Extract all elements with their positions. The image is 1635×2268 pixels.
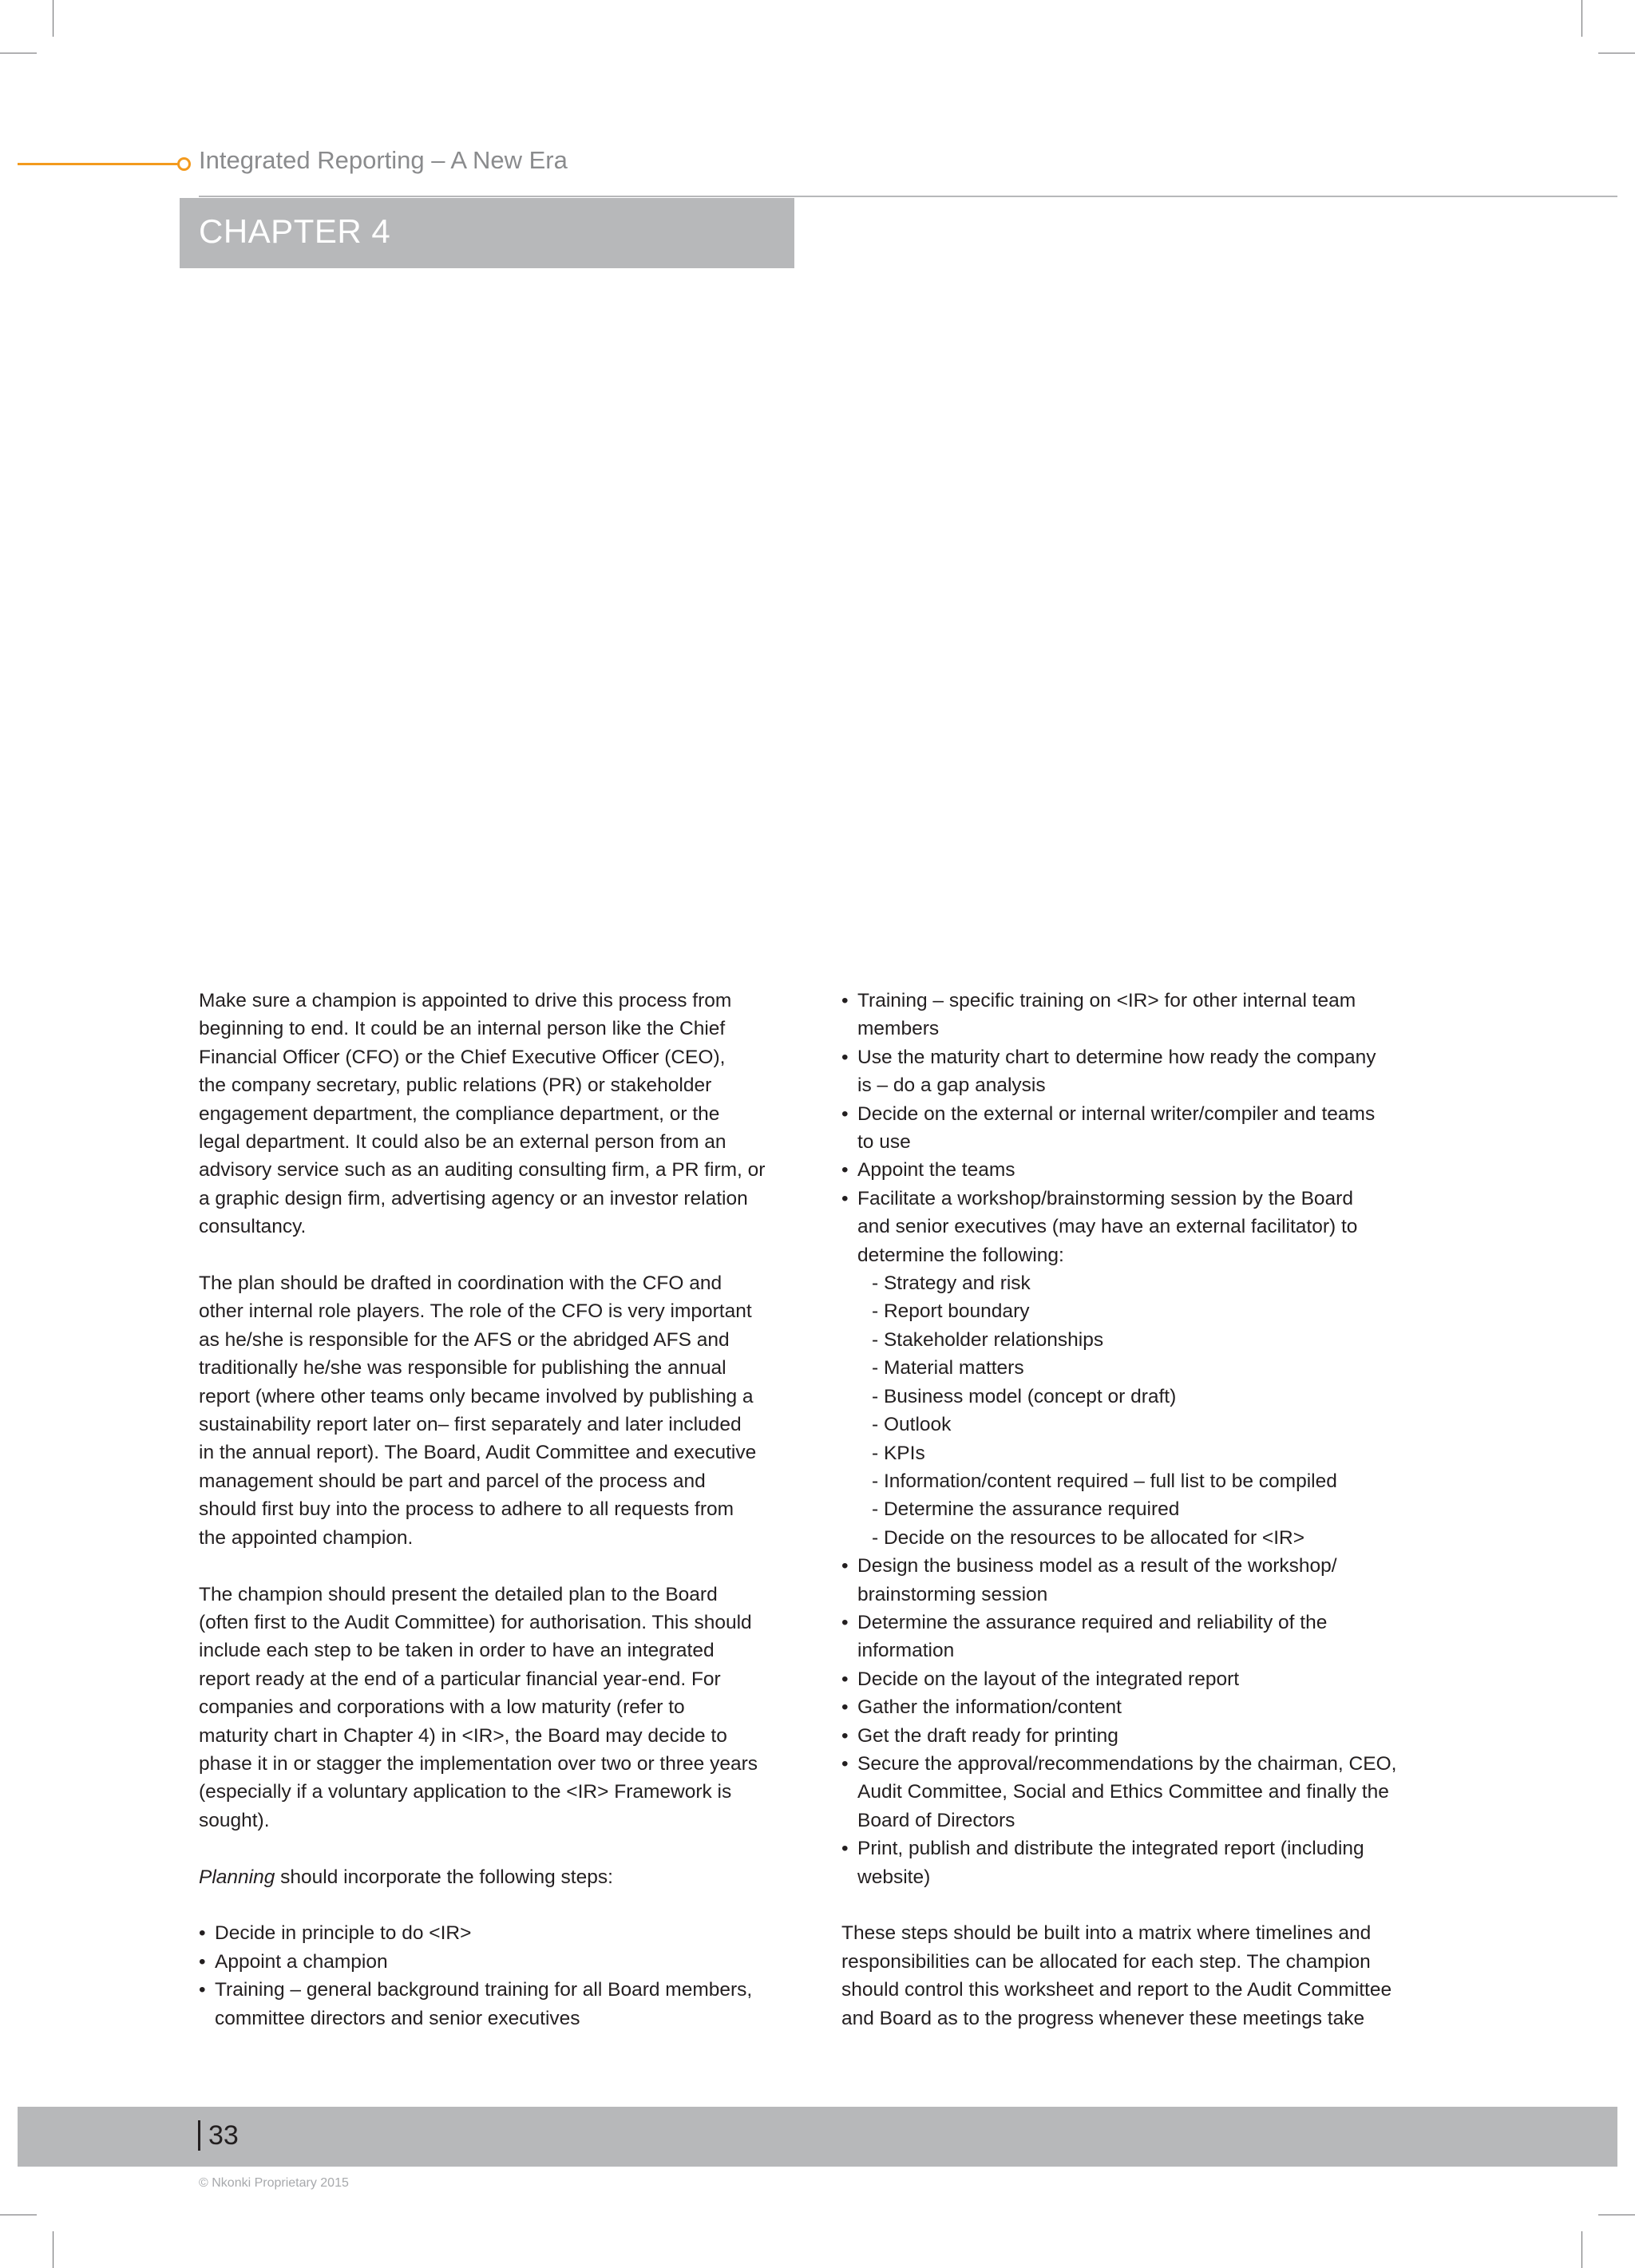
list-item-text: to use bbox=[857, 1131, 911, 1154]
sub-list-item: - Stakeholder relationships bbox=[872, 1328, 1104, 1351]
text-line: should first buy into the process to adhere to all requests from bbox=[199, 1498, 734, 1521]
list-item-text: Audit Committee, Social and Ethics Committee and finally the bbox=[857, 1781, 1389, 1803]
chapter-label: CHAPTER 4 bbox=[199, 212, 391, 250]
list-item bbox=[841, 1552, 1448, 1609]
list-item bbox=[841, 1185, 1448, 1269]
list-item-text: Decide on the layout of the integrated report bbox=[857, 1668, 1240, 1690]
list-item bbox=[841, 1609, 1448, 1665]
list-item-text: is – do a gap analysis bbox=[857, 1075, 1046, 1097]
list-item-text: and senior executives (may have an external facilitator) to bbox=[857, 1216, 1358, 1238]
bullet-icon: • bbox=[841, 1187, 849, 1209]
list-item-text: Decide in principle to do <IR> bbox=[215, 1922, 472, 1945]
bullet-icon: • bbox=[841, 1668, 849, 1690]
list-item-text: members bbox=[857, 1018, 940, 1040]
left-column bbox=[199, 987, 806, 2032]
list-item bbox=[199, 1976, 806, 2032]
bullet-icon: • bbox=[841, 1724, 849, 1747]
text-line: maturity chart in Chapter 4) in <IR>, the Board may decide to bbox=[199, 1724, 727, 1747]
paragraph bbox=[199, 1863, 806, 1891]
text-line: (especially if a voluntary application to the <IR> Framework is bbox=[199, 1781, 732, 1803]
text-line: phase it in or stagger the implementation over two or three years bbox=[199, 1752, 758, 1775]
text-line: management should be part and parcel of the process and bbox=[199, 1470, 706, 1492]
sub-list-item: - Material matters bbox=[872, 1357, 1024, 1379]
text-line: other internal role players. The role of the CFO is very important bbox=[199, 1300, 752, 1323]
text-line: legal department. It could also be an external person from an bbox=[199, 1131, 726, 1154]
sub-list-item: - KPIs bbox=[872, 1442, 925, 1464]
text-line: include each step to be taken in order to have an integrated bbox=[199, 1640, 715, 1662]
right-column bbox=[841, 987, 1448, 2060]
list-item-text: determine the following: bbox=[857, 1244, 1064, 1266]
text-line: consultancy. bbox=[199, 1216, 307, 1238]
text-line: Make sure a champion is appointed to drive this process from bbox=[199, 990, 732, 1011]
list-item-text: Use the maturity chart to determine how ready the company bbox=[857, 1046, 1376, 1068]
text-line: in the annual report). The Board, Audit Committee and executive bbox=[199, 1442, 757, 1464]
list-item-text: Training – general background training for all Board members, bbox=[215, 1979, 753, 2001]
bullet-list bbox=[841, 987, 1448, 1269]
bullet-icon: • bbox=[841, 1611, 849, 1633]
list-item-text: Board of Directors bbox=[857, 1809, 1015, 1831]
paragraph bbox=[199, 1269, 806, 1552]
text-line: The champion should present the detailed plan to the Board bbox=[199, 1583, 718, 1605]
text-line: responsibilities can be allocated for each step. The champion bbox=[841, 1950, 1371, 1973]
paragraph bbox=[199, 1581, 806, 1835]
text-line: companies and corporations with a low maturity (refer to bbox=[199, 1696, 685, 1719]
paragraph bbox=[199, 987, 806, 1241]
sub-list-item: - Report boundary bbox=[872, 1300, 1030, 1323]
page-number: 33 bbox=[198, 2120, 239, 2151]
sub-list bbox=[841, 1269, 1448, 1552]
sub-list-item: - Business model (concept or draft) bbox=[872, 1385, 1177, 1407]
text-line: as he/she is responsible for the AFS or the abridged AFS and bbox=[199, 1328, 730, 1351]
text-line: The plan should be drafted in coordination with the CFO and bbox=[199, 1273, 722, 1295]
sub-list-item: - Decide on the resources to be allocated for <IR> bbox=[872, 1526, 1305, 1549]
text-line: and Board as to the progress whenever these meetings take bbox=[841, 2007, 1365, 2029]
list-item bbox=[841, 1100, 1448, 1157]
list-item-text: brainstorming session bbox=[857, 1583, 1048, 1605]
list-item-text: Determine the assurance required and reliability of the bbox=[857, 1611, 1328, 1633]
bullet-list bbox=[841, 1552, 1448, 1891]
list-item-text: Print, publish and distribute the integrated report (including bbox=[857, 1838, 1364, 1860]
bullet-list bbox=[199, 1919, 806, 2032]
bullet-icon: • bbox=[841, 1696, 849, 1719]
list-item bbox=[841, 987, 1448, 1043]
text-line: sustainability report later on– first separately and later included bbox=[199, 1414, 742, 1436]
list-item-text: website) bbox=[857, 1866, 931, 1888]
list-item-text: Secure the approval/recommendations by the chairman, CEO, bbox=[857, 1752, 1397, 1775]
list-item bbox=[841, 1665, 1448, 1693]
text-line: beginning to end. It could be an internal person like the Chief bbox=[199, 1018, 726, 1040]
text-line: should control this worksheet and report to the Audit Committee bbox=[841, 1979, 1392, 2001]
list-item-text: Decide on the external or internal writer/compiler and teams bbox=[857, 1102, 1376, 1125]
list-item bbox=[199, 1919, 806, 1947]
planning-italic: Planning bbox=[199, 1866, 275, 1888]
header-accent-line bbox=[18, 163, 180, 165]
sub-list-item: - Strategy and risk bbox=[872, 1273, 1031, 1295]
bullet-icon: • bbox=[841, 990, 849, 1011]
list-item bbox=[841, 1835, 1448, 1891]
running-title: Integrated Reporting – A New Era bbox=[199, 146, 568, 174]
list-item bbox=[841, 1156, 1448, 1184]
planning-text: should incorporate the following steps: bbox=[275, 1866, 613, 1888]
text-line: report (where other teams only became involved by publishing a bbox=[199, 1385, 754, 1407]
bullet-icon: • bbox=[199, 1950, 206, 1973]
text-line: engagement department, the compliance department, or the bbox=[199, 1102, 720, 1125]
list-item-text: Appoint a champion bbox=[215, 1950, 388, 1973]
text-line: the company secretary, public relations (PR) or stakeholder bbox=[199, 1075, 712, 1097]
bullet-icon: • bbox=[199, 1979, 206, 2001]
sub-list-item: - Outlook bbox=[872, 1414, 952, 1436]
header-rule bbox=[199, 196, 1617, 197]
text-line: sought). bbox=[199, 1809, 270, 1831]
bullet-icon: • bbox=[199, 1922, 206, 1945]
bullet-icon: • bbox=[841, 1159, 849, 1181]
text-line: traditionally he/she was responsible for publishing the annual bbox=[199, 1357, 726, 1379]
copyright: © Nkonki Proprietary 2015 bbox=[199, 2176, 349, 2190]
text-line: advisory service such as an auditing consulting firm, a PR firm, or bbox=[199, 1159, 766, 1181]
list-item bbox=[841, 1750, 1448, 1835]
list-item bbox=[841, 1722, 1448, 1750]
list-item-text: Get the draft ready for printing bbox=[857, 1724, 1118, 1747]
sub-list-item: - Information/content required – full list to be compiled bbox=[872, 1470, 1337, 1492]
list-item-text: Facilitate a workshop/brainstorming session by the Board bbox=[857, 1187, 1353, 1209]
text-line: the appointed champion. bbox=[199, 1526, 414, 1549]
header-accent-dot bbox=[177, 157, 191, 171]
bullet-icon: • bbox=[841, 1555, 849, 1577]
list-item-text: Gather the information/content bbox=[857, 1696, 1122, 1719]
list-item-text: Appoint the teams bbox=[857, 1159, 1015, 1181]
text-line: These steps should be built into a matrix where timelines and bbox=[841, 1922, 1372, 1945]
list-item-text: committee directors and senior executives bbox=[215, 2007, 580, 2029]
bullet-icon: • bbox=[841, 1752, 849, 1775]
paragraph bbox=[841, 1919, 1448, 2032]
sub-list-item: - Determine the assurance required bbox=[872, 1498, 1180, 1521]
text-line: (often first to the Audit Committee) for authorisation. This should bbox=[199, 1611, 752, 1633]
text-line: report ready at the end of a particular financial year-end. For bbox=[199, 1668, 721, 1690]
bullet-icon: • bbox=[841, 1046, 849, 1068]
list-item bbox=[199, 1948, 806, 1976]
bullet-icon: • bbox=[841, 1838, 849, 1860]
list-item bbox=[841, 1693, 1448, 1721]
list-item-text: information bbox=[857, 1640, 955, 1662]
list-item bbox=[841, 1043, 1448, 1100]
list-item-text: Design the business model as a result of the workshop/ bbox=[857, 1555, 1337, 1577]
list-item-text: Training – specific training on <IR> for other internal team bbox=[857, 990, 1356, 1011]
bullet-icon: • bbox=[841, 1102, 849, 1125]
text-line: Financial Officer (CFO) or the Chief Executive Officer (CEO), bbox=[199, 1046, 726, 1068]
chapter-banner bbox=[180, 198, 794, 268]
footer-bar bbox=[18, 2107, 1617, 2167]
text-line: a graphic design firm, advertising agency or an investor relation bbox=[199, 1187, 748, 1209]
